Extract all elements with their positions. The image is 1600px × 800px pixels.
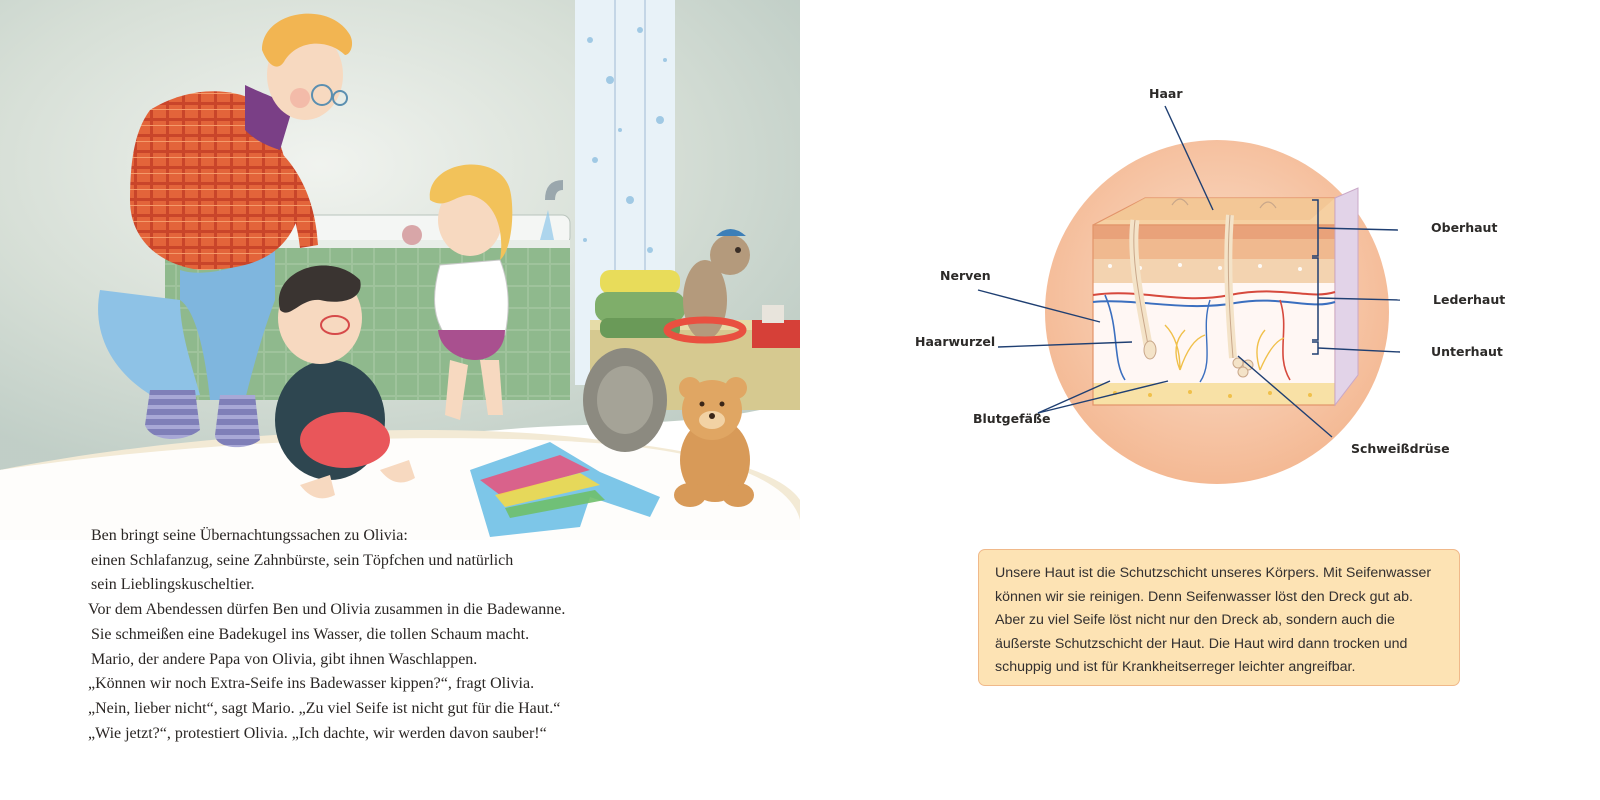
story-line: Vor dem Abendessen dürfen Ben und Olivia zusammen in die Badewanne. [88,601,566,619]
info-box [978,549,1460,686]
story-line: einen Schlafanzug, seine Zahnbürste, sein Töpfchen und natürlich [91,551,514,569]
info-line: Aber zu viel Seife löst nicht nur den Dreck ab, sondern auch die [995,612,1395,629]
label-blutgefaesse: Blutgefäße [973,411,1051,426]
teddy-bear [674,377,754,507]
story-line: „Wie jetzt?“, protestiert Olivia. „Ich dachte, wir werden davon sauber!“ [88,724,547,742]
label-haarwurzel: Haarwurzel [915,334,996,349]
label-haar: Haar [1149,86,1183,101]
label-oberhaut: Oberhaut [1431,220,1498,235]
story-line: sein Lieblingskuscheltier. [91,576,255,594]
story-line: Mario, der andere Papa von Olivia, gibt ihnen Waschlappen. [91,650,478,668]
story-line: „Können wir noch Extra-Seife ins Badewasser kippen?“, fragt Olivia. [88,675,535,693]
label-schweissdruese: Schweißdrüse [1351,441,1450,456]
story-line: Ben bringt seine Übernachtungssachen zu Olivia: [91,527,408,544]
story-text [88,524,768,746]
skin-diagram [880,70,1520,510]
info-line: Unsere Haut ist die Schutzschicht unseres Körpers. Mit Seifenwasser [995,565,1432,581]
bathroom-illustration [0,0,800,540]
info-line: können wir sie reinigen. Denn Seifenwasser löst den Dreck gut ab. [995,588,1413,605]
story-line: „Nein, lieber nicht“, sagt Mario. „Zu viel Seife ist nicht gut für die Haut.“ [88,699,561,717]
label-unterhaut: Unterhaut [1431,344,1503,359]
story-line: Sie schmeißen eine Badekugel ins Wasser, die tollen Schaum macht. [91,625,530,643]
info-line: äußerste Schutzschicht der Haut. Die Haut wird dann trocken und [995,635,1408,652]
label-lederhaut: Lederhaut [1433,292,1506,307]
info-line: schuppig und ist für Krankheitserreger leichter angreifbar. [995,659,1356,676]
label-nerven: Nerven [940,268,991,283]
